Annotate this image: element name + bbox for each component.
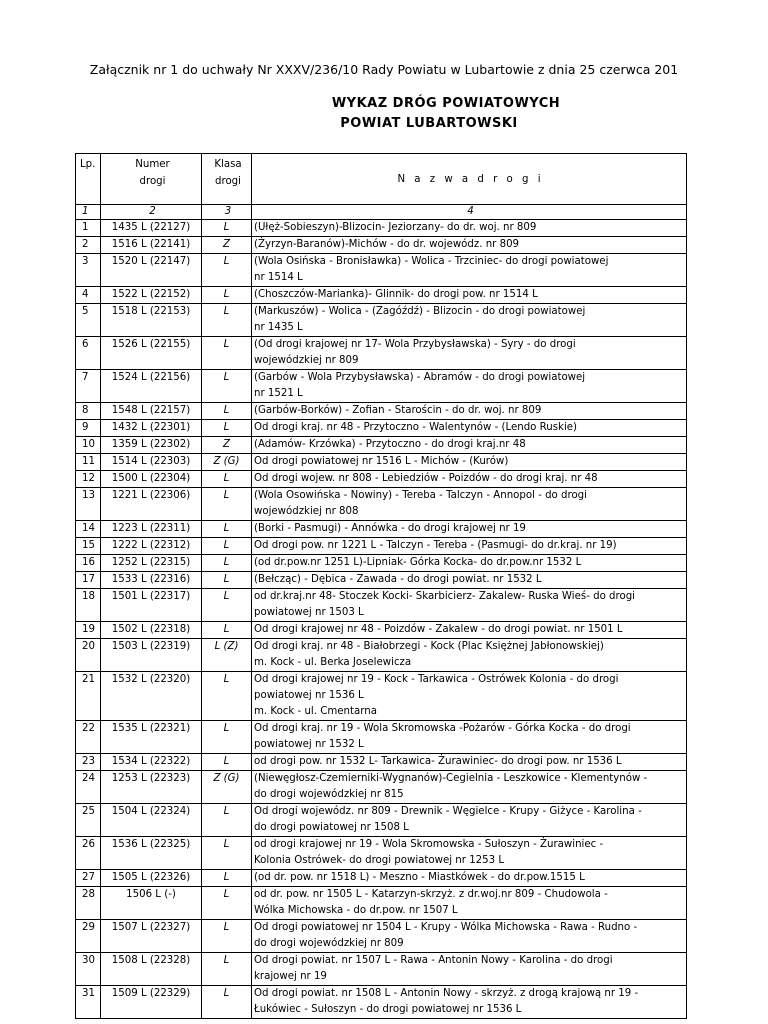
row-road-number: 1505 L (22326) <box>101 870 202 887</box>
road-name-line: Od drogi powiatowej nr 1504 L - Krupy - Wólka Michowska - Rawa - Rudno - <box>254 922 638 933</box>
row-road-name <box>252 639 687 672</box>
row-road-class: L <box>202 804 252 837</box>
row-lp: 8 <box>76 403 101 420</box>
row-road-class: Z (G) <box>202 454 252 471</box>
row-road-name <box>252 471 687 488</box>
road-name-line: (Bełcząc) - Dębica - Zawada - do drogi powiat. nr 1532 L <box>254 574 542 585</box>
table-row <box>76 220 687 237</box>
row-road-number: 1502 L (22318) <box>101 622 202 639</box>
road-name-line: Od drogi pow. nr 1221 L - Talczyn - Tereba - (Pasmugi- do dr.kraj. nr 19) <box>254 540 617 551</box>
row-lp: 6 <box>76 337 101 370</box>
row-road-name <box>252 287 687 304</box>
row-road-name <box>252 920 687 953</box>
road-name-line: do drogi wojewódzkiej nr 815 <box>254 789 404 800</box>
row-lp: 12 <box>76 471 101 488</box>
row-road-number: 1506 L (-) <box>101 887 202 920</box>
row-road-number: 1526 L (22155) <box>101 337 202 370</box>
road-name-line: od dr. pow. nr 1505 L - Katarzyn-skrzyż. z dr.woj.nr 809 - Chudowola - <box>254 889 608 900</box>
row-road-name <box>252 220 687 237</box>
row-road-number: 1500 L (22304) <box>101 471 202 488</box>
row-road-number: 1252 L (22315) <box>101 555 202 572</box>
row-road-class: L <box>202 538 252 555</box>
table-row <box>76 370 687 403</box>
road-name-line: Od drogi krajowej nr 19 - Kock - Tarkawica - Ostrówek Kolonia - do drogi <box>254 674 619 685</box>
row-road-class: L <box>202 721 252 754</box>
row-road-class: L <box>202 754 252 771</box>
row-road-number: 1503 L (22319) <box>101 639 202 672</box>
road-name-line: (Garbów-Borków) - Zofian - Starościn - do dr. woj. nr 809 <box>254 405 542 416</box>
row-road-name <box>252 771 687 804</box>
row-road-class: L <box>202 870 252 887</box>
row-road-class: L <box>202 887 252 920</box>
row-road-class: L <box>202 622 252 639</box>
table-header-row <box>76 154 687 205</box>
row-road-number: 1221 L (22306) <box>101 488 202 521</box>
road-name-line: Łukówiec - Sułoszyn - do drogi powiatowej nr 1536 L <box>254 1004 522 1015</box>
road-name-line: nr 1435 L <box>254 322 303 333</box>
header-numer: Numer drogi <box>101 154 202 205</box>
row-road-name <box>252 589 687 622</box>
colnum-2: 2 <box>101 205 202 220</box>
road-name-line: do drogi powiatowej nr 1508 L <box>254 822 409 833</box>
row-lp: 7 <box>76 370 101 403</box>
road-name-line: Od drogi kraj. nr 48 - Przytoczno - Walentynów - (Lendo Ruskie) <box>254 422 578 433</box>
row-road-name <box>252 403 687 420</box>
road-name-line: wojewódzkiej nr 808 <box>254 506 359 517</box>
road-name-line: krajowej nr 19 <box>254 971 327 982</box>
row-road-number: 1507 L (22327) <box>101 920 202 953</box>
row-road-number: 1508 L (22328) <box>101 953 202 986</box>
row-road-number: 1222 L (22312) <box>101 538 202 555</box>
row-road-class: Z (G) <box>202 771 252 804</box>
table-row <box>76 837 687 870</box>
row-road-number: 1516 L (22141) <box>101 237 202 254</box>
row-road-number: 1532 L (22320) <box>101 672 202 721</box>
road-name-line: nr 1514 L <box>254 272 303 283</box>
row-road-class: L (Z) <box>202 639 252 672</box>
row-road-name <box>252 337 687 370</box>
road-name-line: powiatowej nr 1532 L <box>254 739 364 750</box>
row-road-name <box>252 437 687 454</box>
road-name-line: od dr.kraj.nr 48- Stoczek Kocki- Skarbicierz- Zakalew- Ruska Wieś- do drogi <box>254 591 636 602</box>
row-road-number: 1509 L (22329) <box>101 986 202 1019</box>
road-name-line: (od dr. pow. nr 1518 L) - Meszno - Miastkówek - do dr.pow.1515 L <box>254 872 585 883</box>
row-lp: 5 <box>76 304 101 337</box>
road-name-line: (Wola Osińska - Bronisławka) - Wolica - Trzciniec- do drogi powiatowej <box>254 256 609 267</box>
road-name-line: (Choszczów-Marianka)- Glinnik- do drogi pow. nr 1514 L <box>254 289 538 300</box>
row-road-name <box>252 622 687 639</box>
road-name-line: (Od drogi krajowej nr 17- Wola Przybysławska) - Syry - do drogi <box>254 339 576 350</box>
row-road-class: L <box>202 837 252 870</box>
table-row <box>76 572 687 589</box>
table-row <box>76 454 687 471</box>
table-row <box>76 754 687 771</box>
table-row <box>76 589 687 622</box>
row-lp: 21 <box>76 672 101 721</box>
road-name-line: (Żyrzyn-Baranów)-Michów - do dr. wojewódz. nr 809 <box>254 239 520 250</box>
document-subtitle: POWIAT LUBARTOWSKI <box>340 116 518 131</box>
road-name-line: (Adamów- Krzówka) - Przytoczno - do drogi kraj.nr 48 <box>254 439 526 450</box>
table-row <box>76 337 687 370</box>
road-name-line: (od dr.pow.nr 1251 L)-Lipniak- Górka Kocka- do dr.pow.nr 1532 L <box>254 557 582 568</box>
table-row <box>76 437 687 454</box>
row-road-name <box>252 488 687 521</box>
row-road-class: L <box>202 920 252 953</box>
row-road-name <box>252 672 687 721</box>
row-lp: 15 <box>76 538 101 555</box>
row-road-class: L <box>202 555 252 572</box>
road-name-line: Od drogi wojewódz. nr 809 - Drewnik - Węgielce - Krupy - Giżyce - Karolina - <box>254 806 642 817</box>
row-lp: 26 <box>76 837 101 870</box>
row-lp: 10 <box>76 437 101 454</box>
road-name-line: Od drogi wojew. nr 808 - Lebiedziów - Poizdów - do drogi kraj. nr 48 <box>254 473 598 484</box>
row-road-class: L <box>202 572 252 589</box>
row-road-name <box>252 454 687 471</box>
row-road-class: L <box>202 287 252 304</box>
row-lp: 31 <box>76 986 101 1019</box>
row-road-name <box>252 870 687 887</box>
row-lp: 17 <box>76 572 101 589</box>
row-road-name <box>252 304 687 337</box>
table-row <box>76 420 687 437</box>
row-lp: 18 <box>76 589 101 622</box>
row-road-name <box>252 254 687 287</box>
row-road-number: 1535 L (22321) <box>101 721 202 754</box>
road-name-line: od drogi pow. nr 1532 L- Tarkawica- Żurawiniec- do drogi pow. nr 1536 L <box>254 756 622 767</box>
road-name-line: Od drogi kraj. nr 48 - Białobrzegi - Kock (Plac Księżnej Jabłonowskiej) <box>254 641 604 652</box>
roads-table <box>75 153 687 1019</box>
table-row <box>76 538 687 555</box>
row-road-class: L <box>202 304 252 337</box>
table-row <box>76 471 687 488</box>
row-road-class: L <box>202 370 252 403</box>
row-lp: 25 <box>76 804 101 837</box>
row-lp: 28 <box>76 887 101 920</box>
road-name-line: (Markuszów) - Wolica - (Zagóźdź) - Blizocin - do drogi powiatowej <box>254 306 586 317</box>
road-name-line: (Wola Osowińska - Nowiny) - Tereba - Talczyn - Annopol - do drogi <box>254 490 587 501</box>
row-road-name <box>252 538 687 555</box>
table-row <box>76 672 687 721</box>
row-road-number: 1522 L (22152) <box>101 287 202 304</box>
row-road-name <box>252 837 687 870</box>
row-road-class: L <box>202 420 252 437</box>
road-name-line: Od drogi kraj. nr 19 - Wola Skromowska -Pożarów - Górka Kocka - do drogi <box>254 723 631 734</box>
row-road-class: L <box>202 220 252 237</box>
row-road-name <box>252 887 687 920</box>
table-row <box>76 953 687 986</box>
row-road-name <box>252 986 687 1019</box>
row-road-number: 1533 L (22316) <box>101 572 202 589</box>
row-road-class: L <box>202 521 252 538</box>
row-road-number: 1435 L (22127) <box>101 220 202 237</box>
row-road-class: L <box>202 953 252 986</box>
road-name-line: powiatowej nr 1536 L <box>254 690 364 701</box>
table-row <box>76 804 687 837</box>
table-row <box>76 920 687 953</box>
row-lp: 24 <box>76 771 101 804</box>
row-lp: 1 <box>76 220 101 237</box>
row-lp: 23 <box>76 754 101 771</box>
header-klasa: Klasa drogi <box>202 154 252 205</box>
row-road-number: 1536 L (22325) <box>101 837 202 870</box>
row-road-name <box>252 370 687 403</box>
row-road-class: L <box>202 403 252 420</box>
row-road-name <box>252 572 687 589</box>
road-name-line: nr 1521 L <box>254 388 303 399</box>
road-name-line: m. Kock - ul. Berka Joselewicza <box>254 657 412 668</box>
column-number-row <box>76 205 687 220</box>
road-name-line: (Ułęż-Sobieszyn)-Blizocin- Jeziorzany- do dr. woj. nr 809 <box>254 222 537 233</box>
row-road-class: Z <box>202 237 252 254</box>
row-road-number: 1504 L (22324) <box>101 804 202 837</box>
road-name-line: do drogi wojewódzkiej nr 809 <box>254 938 404 949</box>
row-road-number: 1359 L (22302) <box>101 437 202 454</box>
row-road-class: L <box>202 337 252 370</box>
row-road-class: L <box>202 986 252 1019</box>
row-road-class: Z <box>202 437 252 454</box>
row-lp: 3 <box>76 254 101 287</box>
road-name-line: Od drogi powiat. nr 1507 L - Rawa - Antonin Nowy - Karolina - do drogi <box>254 955 613 966</box>
row-road-number: 1518 L (22153) <box>101 304 202 337</box>
row-lp: 27 <box>76 870 101 887</box>
row-lp: 19 <box>76 622 101 639</box>
row-lp: 4 <box>76 287 101 304</box>
header-lp: Lp. <box>76 154 101 205</box>
road-name-line: Wólka Michowska - do dr.pow. nr 1507 L <box>254 905 458 916</box>
colnum-4: 4 <box>252 205 687 220</box>
document-title: WYKAZ DRÓG POWIATOWYCH <box>331 96 561 111</box>
row-road-name <box>252 721 687 754</box>
table-row <box>76 521 687 538</box>
table-row <box>76 304 687 337</box>
row-lp: 16 <box>76 555 101 572</box>
row-road-class: L <box>202 589 252 622</box>
row-road-class: L <box>202 471 252 488</box>
road-name-line: Od drogi krajowej nr 48 - Poizdów - Zakalew - do drogi powiat. nr 1501 L <box>254 624 623 635</box>
row-road-name <box>252 420 687 437</box>
colnum-3: 3 <box>202 205 252 220</box>
road-name-line: (Borki - Pasmugi) - Annówka - do drogi krajowej nr 19 <box>254 523 526 534</box>
road-name-line: m. Kock - ul. Cmentarna <box>254 706 377 717</box>
table-row <box>76 555 687 572</box>
road-name-line: powiatowej nr 1503 L <box>254 607 364 618</box>
table-row <box>76 721 687 754</box>
road-name-line: Od drogi powiatowej nr 1516 L - Michów - (Kurów) <box>254 456 509 467</box>
road-name-line: Od drogi powiat. nr 1508 L - Antonin Nowy - skrzyż. z drogą krajową nr 19 - <box>254 988 639 999</box>
table-row <box>76 287 687 304</box>
row-lp: 20 <box>76 639 101 672</box>
row-lp: 11 <box>76 454 101 471</box>
table-row <box>76 986 687 1019</box>
table-row <box>76 771 687 804</box>
row-road-number: 1524 L (22156) <box>101 370 202 403</box>
row-road-name <box>252 237 687 254</box>
table-row <box>76 870 687 887</box>
row-lp: 14 <box>76 521 101 538</box>
row-road-class: L <box>202 254 252 287</box>
row-road-class: L <box>202 488 252 521</box>
road-name-line: (Niewęgłosz-Czemierniki-Wygnanów)-Cegielnia - Leszkowice - Klementynów - <box>254 773 648 784</box>
row-lp: 30 <box>76 953 101 986</box>
row-road-name <box>252 521 687 538</box>
row-road-number: 1534 L (22322) <box>101 754 202 771</box>
row-road-number: 1520 L (22147) <box>101 254 202 287</box>
table-row <box>76 887 687 920</box>
row-lp: 2 <box>76 237 101 254</box>
row-lp: 29 <box>76 920 101 953</box>
road-name-line: od drogi krajowej nr 19 - Wola Skromowska - Sułoszyn - Żurawiniec - <box>254 839 604 850</box>
row-lp: 22 <box>76 721 101 754</box>
row-road-number: 1548 L (22157) <box>101 403 202 420</box>
row-road-number: 1514 L (22303) <box>101 454 202 471</box>
road-name-line: wojewódzkiej nr 809 <box>254 355 359 366</box>
road-name-line: Kolonia Ostrówek- do drogi powiatowej nr 1253 L <box>254 855 505 866</box>
road-name-line: (Garbów - Wola Przybysławska) - Abramów - do drogi powiatowej <box>254 372 586 383</box>
row-road-number: 1501 L (22317) <box>101 589 202 622</box>
table-row <box>76 639 687 672</box>
row-road-number: 1432 L (22301) <box>101 420 202 437</box>
row-lp: 13 <box>76 488 101 521</box>
table-row <box>76 488 687 521</box>
table-row <box>76 622 687 639</box>
table-row <box>76 237 687 254</box>
row-road-class: L <box>202 672 252 721</box>
row-road-name <box>252 804 687 837</box>
row-road-name <box>252 754 687 771</box>
row-lp: 9 <box>76 420 101 437</box>
table-row <box>76 403 687 420</box>
table-row <box>76 254 687 287</box>
colnum-1: 1 <box>76 205 101 220</box>
row-road-number: 1223 L (22311) <box>101 521 202 538</box>
row-road-number: 1253 L (22323) <box>101 771 202 804</box>
row-road-name <box>252 953 687 986</box>
row-road-name <box>252 555 687 572</box>
document-header: Załącznik nr 1 do uchwały Nr XXXV/236/10 Rady Powiatu w Lubartowie z dnia 25 czerwca 201 <box>89 62 679 77</box>
header-nazwa: N a z w a d r o g i <box>252 154 687 205</box>
